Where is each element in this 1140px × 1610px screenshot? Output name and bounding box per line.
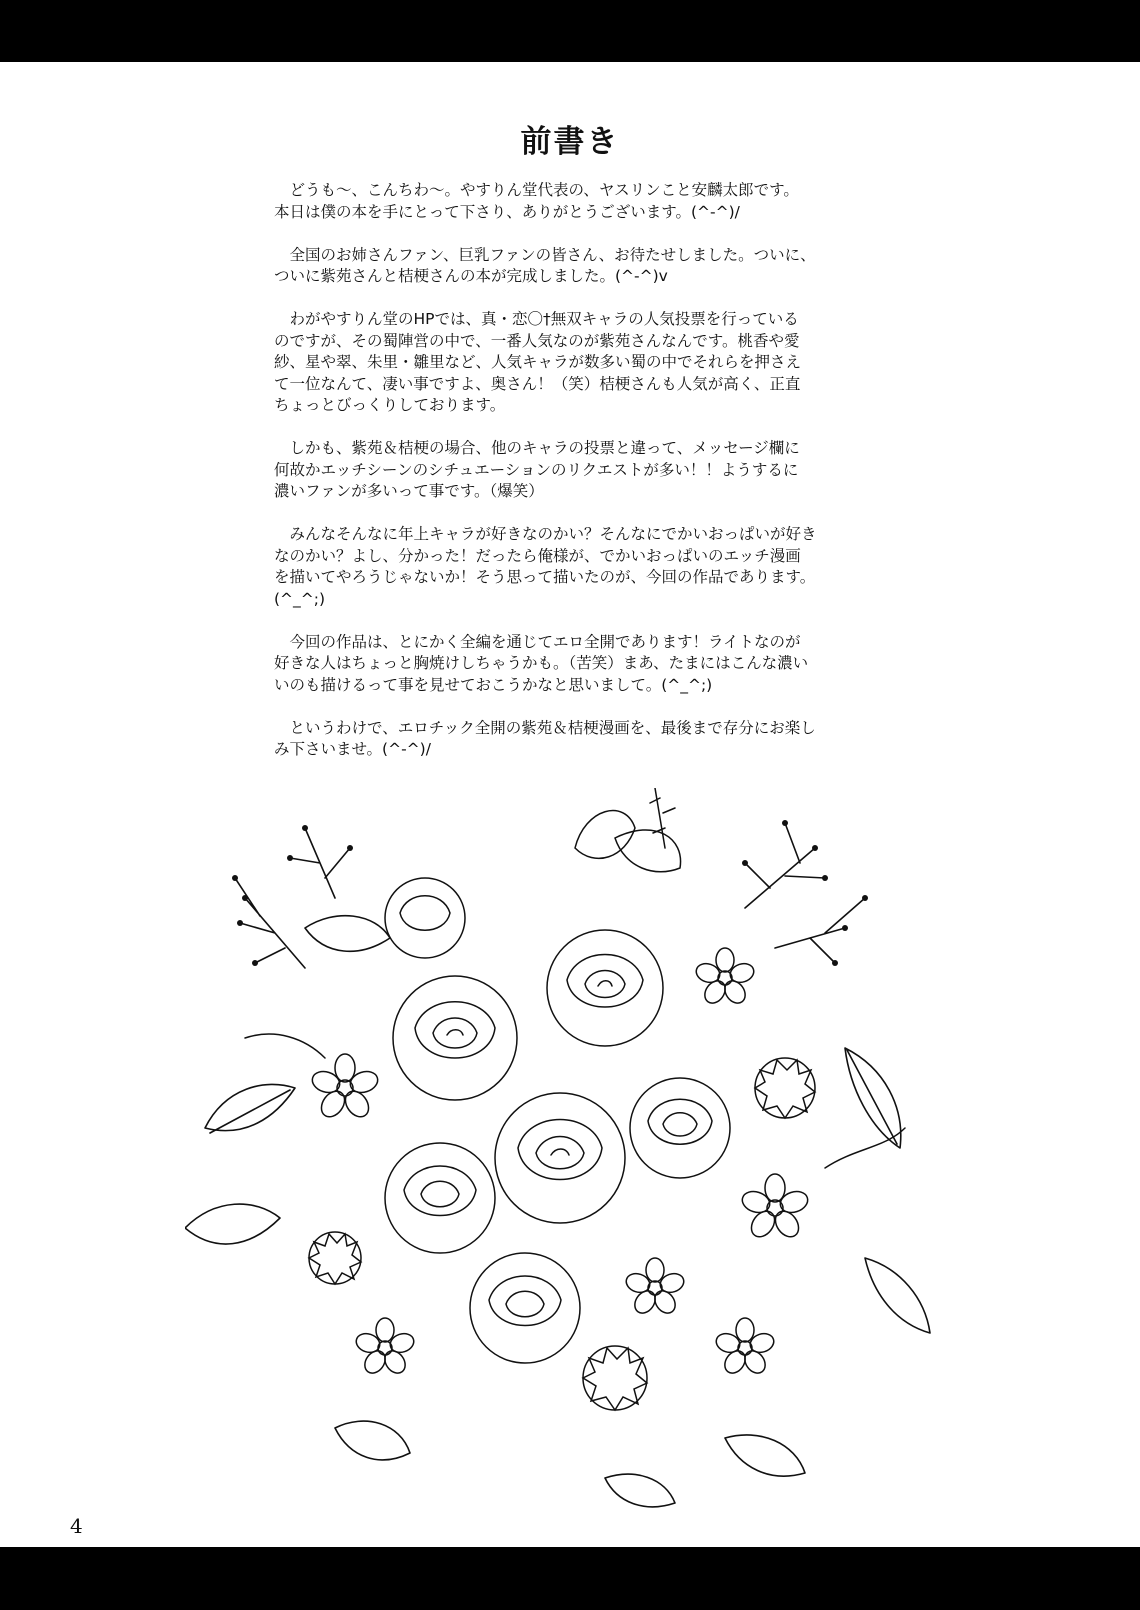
paragraph-1: どうも～、こんちわ～。やすりん堂代表の、ヤスリンこと安麟太郎です。 本日は僕の本を手にとって下さり、ありがとうございます。(^-^)/: [274, 181, 799, 221]
paragraph-4: しかも、紫苑＆桔梗の場合、他のキャラの投票と違って、メッセージ欄に 何故かエッチシーンのシチュエーションのリクエストが多い！！ようするに 濃いファンが多いって事です。（爆笑）: [274, 439, 800, 500]
bottom-black-border: [0, 1547, 1140, 1610]
flower-bouquet-illustration: [185, 788, 935, 1528]
paragraph-5: みんなそんなに年上キャラが好きなのかい？そんなにでかいおっぱいが好き なのかい？よし、分かった！だったら俺様が、でかいおっぱいのエッチ漫画 を描いてやろうじゃないか！そう思って描いたのが、今回の作品であります。 (^_^;): [274, 525, 817, 608]
paragraph-2: 全国のお姉さんファン、巨乳ファンの皆さん、お待たせしました。ついに、 ついに紫苑さんと桔梗さんの本が完成しました。(^-^)v: [274, 245, 816, 285]
paragraph-7: というわけで、エロチック全開の紫苑＆桔梗漫画を、最後まで存分にお楽し み下さいませ。(^-^)/: [274, 718, 816, 758]
top-black-border: [0, 0, 1140, 62]
page-title: 前書き: [520, 123, 620, 160]
paragraph-6: 今回の作品は、とにかく全編を通じてエロ全開であります！ライトなのが 好きな人はちょっと胸焼けしちゃうかも。（苦笑）まあ、たまにはこんな濃い いのも描けるって事を見せておこうかなと思いまして。(^_^;): [274, 632, 809, 694]
paragraph-3: わがやすりん堂のHPでは、真・恋〇†無双キャラの人気投票を行っている のですが、その蜀陣営の中で、一番人気なのが紫苑さんなんです。桃香や愛 紗、星や翠、朱里・雛里など、人気キャラが数多い蜀の中でそれらを押さえ て一位なんて、凄い事ですよ、奥さん！（笑）桔梗さんも人気が高く、正直 ちょっとびっくりしております。: [274, 310, 802, 414]
page-number: 4: [70, 1514, 83, 1538]
preface-text: [274, 180, 894, 782]
